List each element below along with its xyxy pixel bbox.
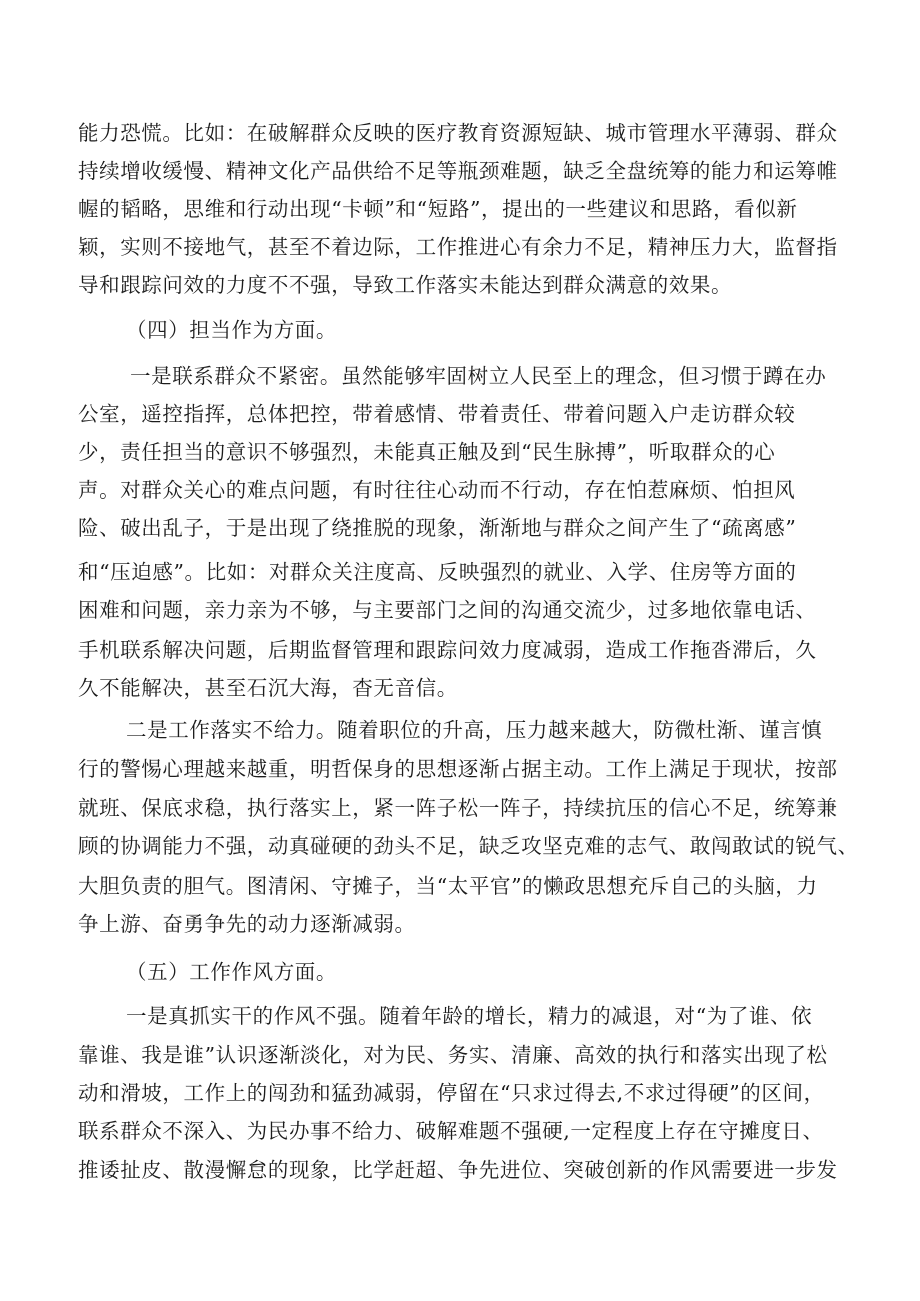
text-line: 声。对群众关心的难点问题，有时往往心动而不行动，存在怕惹麻烦、怕担风 [78,478,796,502]
text-line: 一是联系群众不紧密。虽然能够牢固树立人民至上的理念，但习惯于蹲在办 [130,364,827,388]
text-line: 持续增收缓慢、精神文化产品供给不足等瓶颈难题，缺乏全盘统筹的能力和运筹帷 [78,159,838,183]
text-line: 行的警惕心理越来越重，明哲保身的思想逐渐占据主动。工作上满足于现状，按部 [78,757,838,781]
section-heading: （四）担当作为方面。 [126,318,337,342]
text-line: 幄的韬略，思维和行动出现“卡顿”和“短路”，提出的一些建议和思路，看似新 [78,197,798,221]
text-line: 少，责任担当的意识不够强烈，未能真正触及到“民生脉搏”，听取群众的心 [78,440,776,464]
text-line: 险、破出乱子，于是出现了绕推脱的现象，渐渐地与群众之间产生了“疏离感” [78,516,797,540]
text-line: 困难和问题，亲力亲为不够，与主要部门之间的沟通交流少，过多地依靠电话、 [78,598,817,622]
text-line: 一是真抓实干的作风不强。随着年龄的增长，精力的减退，对“为了谁、依 [126,1004,813,1028]
text-line: 就班、保底求稳，执行落实上，紧一阵子松一阵子，持续抗压的信心不足，统筹兼 [78,796,838,820]
text-line: 颖，实则不接地气，甚至不着边际，工作推进心有余力不足，精神压力大，监督指 [78,235,838,259]
text-line: 推诿扯皮、散漫懈怠的现象，比学赶超、争先进位、突破创新的作风需要进一步发 [78,1158,838,1182]
text-line: 导和跟踪问效的力度不不强，导致工作落实未能达到群众满意的效果。 [78,273,733,297]
text-line: 能力恐慌。比如：在破解群众反映的医疗教育资源短缺、城市管理水平薄弱、群众 [78,121,838,145]
text-line: 和“压迫感”。比如：对群众关注度高、反映强烈的就业、入学、住房等方面的 [78,560,797,584]
text-line: 公室，遥控指挥，总体把控，带着感情、带着责任、带着问题入户走访群众较 [78,402,796,426]
text-line: 手机联系解决问题，后期监督管理和跟踪问效力度减弱，造成工作拖沓滞后，久 [78,638,817,662]
text-line: 久不能解决，甚至石沉大海，杳无音信。 [78,676,458,700]
text-line: 靠谁、我是谁”认识逐渐淡化，对为民、务实、清廉、高效的执行和落实出现了松 [78,1043,828,1067]
text-line: 顾的协调能力不强，动真碰硬的劲头不足，缺乏攻坚克难的志气、敢闯敢试的锐气、 [78,834,859,858]
section-heading: （五）工作作风方面。 [126,960,337,984]
text-line: 大胆负责的胆气。图清闲、守摊子，当“太平官”的懒政思想充斥自己的头脑，力 [78,874,818,898]
text-line: 联系群众不深入、为民办事不给力、破解难题不强硬,一定程度上存在守摊度日、 [78,1119,824,1143]
text-line: 动和滑坡，工作上的闯劲和猛劲减弱，停留在“只求过得去,不求过得硬”的区间， [78,1081,825,1105]
text-line: 争上游、奋勇争先的动力逐渐减弱。 [78,912,416,936]
text-line: 二是工作落实不给力。随着职位的升高，压力越来越大，防微杜渐、谨言慎 [126,718,823,742]
